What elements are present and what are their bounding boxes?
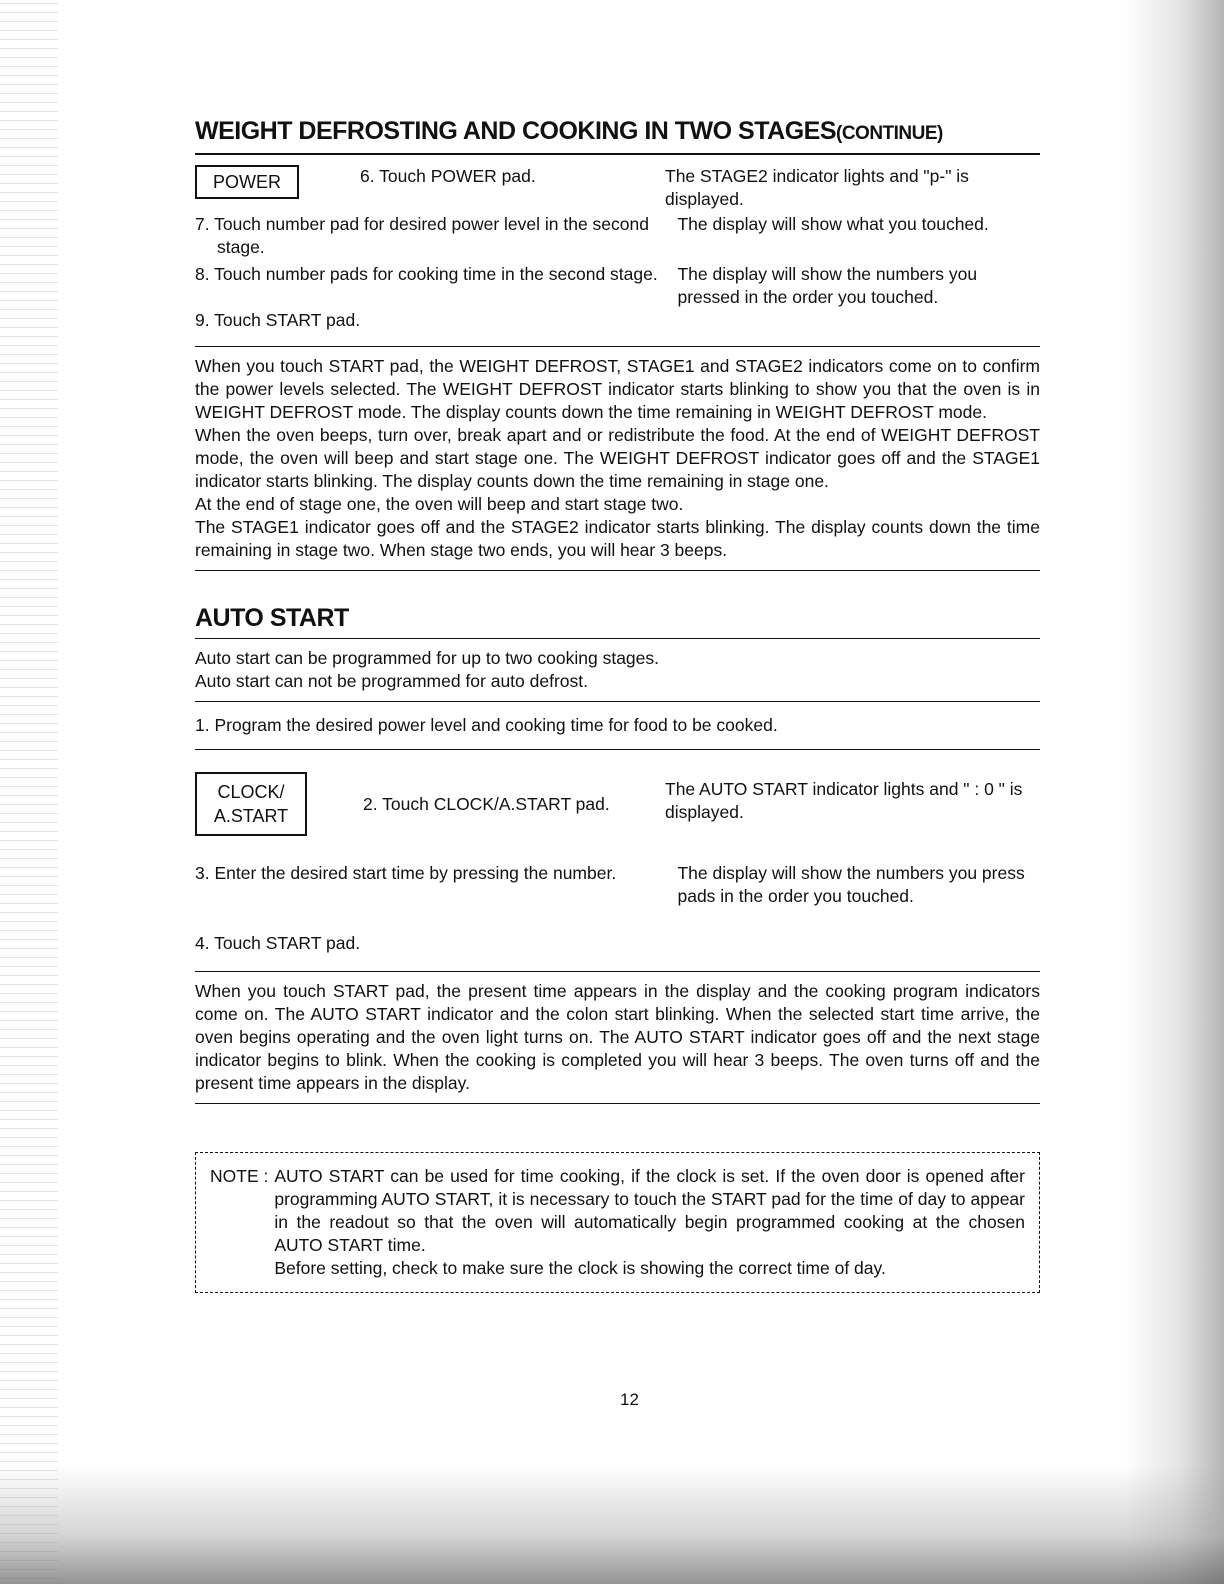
auto-start-step1: 1. Program the desired power level and cooking time for food to be cooked. [195,715,778,735]
auto-start-step2: 2. Touch CLOCK/A.START pad. [363,793,610,814]
note-box [195,1152,1040,1293]
divider [195,749,1040,750]
step8-text: 8. Touch number pads for cooking time in the second stage. [195,264,658,284]
divider [195,701,1040,702]
clock-pad-line2: A.START [213,806,289,826]
step3-row [195,862,1040,908]
scan-edge-bottom [0,1464,1224,1584]
stage2-explanation-4: The STAGE1 indicator goes off and the STAGE2 indicator starts blinking. The display counts down the time remaining in stage two. When stage two ends, you will hear 3 beeps. [195,517,1040,560]
auto-start-step3: 3. Enter the desired start time by pressing the number. [195,863,617,883]
step8-result: The display will show the numbers you pressed in the order you touched. [677,264,978,307]
stage2-explanation-3: At the end of stage one, the oven will beep and start stage two. [195,494,684,514]
step7-result: The display will show what you touched. [677,214,989,234]
scan-edge-left [0,0,58,1584]
step2-row [195,772,1040,836]
step6-text: 6. Touch POWER pad. [360,166,536,186]
auto-start-step3-result: The display will show the numbers you press pads in the order you touched. [677,863,1025,906]
title-main: WEIGHT DEFROSTING AND COOKING IN TWO STAGES [195,117,836,145]
stage2-explanation-2: When the oven beeps, turn over, break apart and or redistribute the food. At the end of WEIGHT DEFROST mode, the oven will beep and start stage one. The WEIGHT DEFROST indicator goes off and the STAGE1 indicator starts blinking. The display counts down the time remaining in stage one. [195,425,1040,491]
step7-row [195,213,1040,259]
divider [195,570,1040,571]
auto-start-heading: AUTO START [195,607,1040,639]
auto-start-step4: 4. Touch START pad. [195,933,361,953]
auto-start-intro-2: Auto start can not be programmed for auto defrost. [195,671,588,691]
step7-text: 7. Touch number pad for desired power level in the second stage. [195,214,649,257]
page-title [195,117,1040,155]
divider [195,971,1040,972]
stage2-explanation-1: When you touch START pad, the WEIGHT DEFROST, STAGE1 and STAGE2 indicators come on to confirm the power levels selected. The WEIGHT DEFROST indicator starts blinking to show you that the oven is in WEIGHT DEFROST mode. The display counts down the time remaining in WEIGHT DEFROST mode. [195,356,1040,422]
step6-result: The STAGE2 indicator lights and "p-" is displayed. [665,166,969,209]
step8-row [195,263,1040,309]
note-label: NOTE : [210,1166,269,1186]
manual-page [195,117,1040,1293]
auto-start-explanation: When you touch START pad, the present time appears in the display and the cooking program indicators come on. The AUTO START indicator and the colon start blinking. When the selected start time arrive, the oven begins operating and the oven light turns on. The AUTO START indicator goes off and the next stage indicator begins to blink. When the cooking is completed you will hear 3 beeps. The oven turns off and the present time appears in the display. [195,981,1040,1093]
auto-start-step2-result: The AUTO START indicator lights and " : 0 " is displayed. [665,779,1023,822]
divider [195,346,1040,347]
power-pad: POWER [195,165,299,199]
step9-text: 9. Touch START pad. [195,310,361,330]
divider [195,1103,1040,1104]
auto-start-intro-1: Auto start can be programmed for up to two cooking stages. [195,648,659,668]
note-text-1: AUTO START can be used for time cooking, if the clock is set. If the oven door is opened after programming AUTO START, it is necessary to touch the START pad for the time of day to appear in the readout so that the oven will automatically begin programmed cooking at the chosen AUTO START time. [274,1166,1025,1255]
step6-row [195,165,1040,211]
title-suffix: (CONTINUE) [836,123,943,144]
note-text-2: Before setting, check to make sure the clock is showing the correct time of day. [274,1258,886,1278]
scan-edge-right [1124,0,1224,1584]
clock-astart-pad [195,772,307,836]
clock-pad-line1: CLOCK/ [217,782,285,802]
page-number: 12 [620,1390,639,1409]
